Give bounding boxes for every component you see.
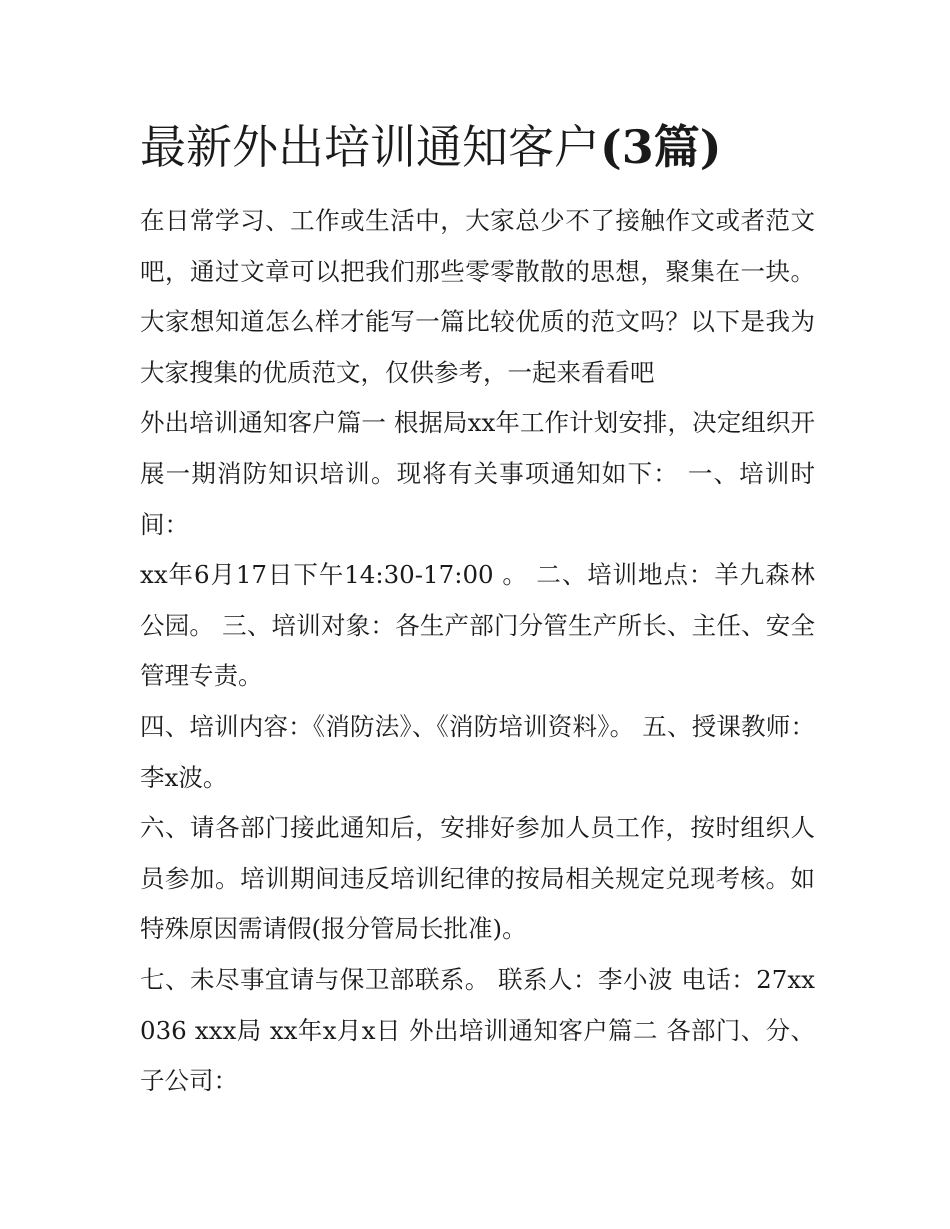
notice-paragraph-contact: 七、未尽事宜请与保卫部联系。 联系人：李小波 电话：27xx036 xxx局 xx年x月x日 外出培训通知客户篇二 各部门、分、子公司： bbox=[140, 964, 815, 1096]
intro-paragraph: 在日常学习、工作或生活中，大家总少不了接触作文或者范文吧，通过文章可以把我们那些零零散散的思想，聚集在一块。大家想知道怎么样才能写一篇比较优质的范文吗？以下是我为大家搜集的优质范文，仅供参考，一起来看看吧 bbox=[140, 206, 815, 387]
notice-paragraph-time: 外出培训通知客户篇一 根据局xx年工作计划安排，决定组织开展一期消防知识培训。现将有关事项通知如下： 一、培训时间： bbox=[140, 408, 815, 539]
title-count: (3篇) bbox=[600, 120, 722, 174]
notice-paragraph-place: xx年6月17日下午14:30-17:00 。 二、培训地点：羊九森林公园。 三、培训对象：各生产部门分管生产所长、主任、安全管理专责。 bbox=[140, 560, 815, 691]
document-title bbox=[140, 112, 820, 182]
notice-paragraph-content: 四、培训内容：《消防法》、《消防培训资料》。 五、授课教师：李x波。 bbox=[140, 711, 815, 792]
title-text: 最新外出培训通知客户 bbox=[140, 120, 600, 174]
notice-paragraph-requirements: 六、请各部门接此通知后，安排好参加人员工作，按时组织人员参加。培训期间违反培训纪律的按局相关规定兑现考核。如特殊原因需请假(报分管局长批准)。 bbox=[140, 813, 815, 944]
document-body bbox=[140, 196, 815, 1107]
